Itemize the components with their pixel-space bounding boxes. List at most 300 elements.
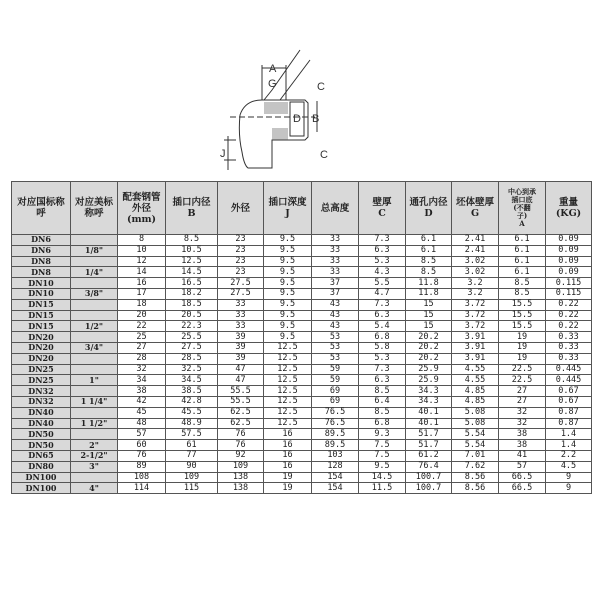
value-cell: 5.8 [359, 342, 406, 353]
value-cell: 32 [118, 364, 166, 375]
value-cell: 6.1 [406, 245, 452, 256]
value-cell: 22.5 [499, 364, 546, 375]
value-cell: 108 [118, 472, 166, 483]
column-header [499, 182, 546, 235]
value-cell: 16 [264, 461, 312, 472]
column-header [452, 182, 499, 235]
us-size-cell: 2-1/2" [71, 450, 118, 461]
value-cell: 0.67 [546, 386, 592, 397]
value-cell: 5.08 [452, 407, 499, 418]
value-cell: 16 [264, 450, 312, 461]
value-cell: 9.5 [264, 245, 312, 256]
value-cell: 15.5 [499, 321, 546, 332]
table-row [12, 310, 592, 321]
table-row [12, 396, 592, 407]
value-cell: 0.87 [546, 418, 592, 429]
table-row [12, 245, 592, 256]
us-size-cell: 1/8" [71, 245, 118, 256]
value-cell: 61.2 [406, 450, 452, 461]
value-cell: 27 [499, 396, 546, 407]
value-cell: 19 [499, 353, 546, 364]
gb-size-cell: DN15 [12, 310, 71, 321]
gb-size-cell: DN100 [12, 472, 71, 483]
value-cell: 4.85 [452, 386, 499, 397]
value-cell: 100.7 [406, 483, 452, 494]
value-cell: 90 [166, 461, 218, 472]
value-cell: 27 [118, 342, 166, 353]
column-header-text: 对应国标称 [17, 197, 65, 208]
value-cell: 12 [118, 256, 166, 267]
value-cell: 0.445 [546, 375, 592, 386]
value-cell: 0.09 [546, 245, 592, 256]
label-a: A [269, 63, 277, 75]
column-header [546, 182, 592, 235]
value-cell: 18 [118, 299, 166, 310]
value-cell: 77 [166, 450, 218, 461]
value-cell: 11.5 [359, 483, 406, 494]
value-cell: 0.87 [546, 407, 592, 418]
value-cell: 154 [312, 472, 359, 483]
column-header-text: 对应美标 [74, 197, 113, 208]
us-size-cell [71, 407, 118, 418]
value-cell: 3.91 [452, 332, 499, 343]
value-cell: 0.22 [546, 321, 592, 332]
value-cell: 27.5 [166, 342, 218, 353]
value-cell: 76 [118, 450, 166, 461]
value-cell: 51.7 [406, 440, 452, 451]
column-header-text: 重量 [558, 197, 578, 208]
value-cell: 66.5 [499, 472, 546, 483]
column-header-text: B [187, 208, 196, 219]
value-cell: 33 [312, 267, 359, 278]
column-header [218, 182, 264, 235]
label-c-bottom: C [320, 149, 328, 161]
value-cell: 38 [118, 386, 166, 397]
us-size-cell: 3/8" [71, 288, 118, 299]
value-cell: 3.91 [452, 342, 499, 353]
value-cell: 5.3 [359, 256, 406, 267]
value-cell: 103 [312, 450, 359, 461]
value-cell: 138 [218, 472, 264, 483]
value-cell: 109 [218, 461, 264, 472]
value-cell: 60 [118, 440, 166, 451]
value-cell: 0.445 [546, 364, 592, 375]
us-size-cell: 1 1/4" [71, 396, 118, 407]
value-cell: 3.2 [452, 278, 499, 289]
column-header-text: 壁厚 [372, 197, 392, 208]
gb-size-cell: DN6 [12, 235, 71, 246]
us-size-cell: 1" [71, 375, 118, 386]
value-cell: 8.5 [359, 386, 406, 397]
value-cell: 2.2 [546, 450, 592, 461]
value-cell: 32 [499, 407, 546, 418]
value-cell: 12.5 [264, 396, 312, 407]
value-cell: 16 [118, 278, 166, 289]
value-cell: 28.5 [166, 353, 218, 364]
us-size-cell [71, 472, 118, 483]
value-cell: 15 [406, 310, 452, 321]
value-cell: 32 [499, 418, 546, 429]
gb-size-cell: DN50 [12, 429, 71, 440]
value-cell: 40.1 [406, 407, 452, 418]
value-cell: 89 [118, 461, 166, 472]
value-cell: 20.2 [406, 342, 452, 353]
value-cell: 20 [118, 310, 166, 321]
value-cell: 25.9 [406, 364, 452, 375]
value-cell: 0.33 [546, 342, 592, 353]
value-cell: 114 [118, 483, 166, 494]
value-cell: 27.5 [218, 288, 264, 299]
table-row [12, 321, 592, 332]
gb-size-cell: DN40 [12, 407, 71, 418]
value-cell: 14.5 [166, 267, 218, 278]
value-cell: 2.41 [452, 235, 499, 246]
value-cell: 3.72 [452, 310, 499, 321]
gb-size-cell: DN10 [12, 278, 71, 289]
table-row [12, 235, 592, 246]
gb-size-cell: DN6 [12, 245, 71, 256]
gb-size-cell: DN20 [12, 342, 71, 353]
us-size-cell [71, 299, 118, 310]
value-cell: 19 [264, 472, 312, 483]
value-cell: 9.5 [264, 332, 312, 343]
value-cell: 6.4 [359, 396, 406, 407]
value-cell: 3.91 [452, 353, 499, 364]
value-cell: 47 [218, 364, 264, 375]
value-cell: 10 [118, 245, 166, 256]
value-cell: 6.1 [499, 256, 546, 267]
value-cell: 48.9 [166, 418, 218, 429]
column-header-text: 称呼 [84, 208, 104, 219]
value-cell: 32.5 [166, 364, 218, 375]
column-header-text: (不翻 [513, 203, 531, 212]
value-cell: 69 [312, 386, 359, 397]
value-cell: 0.115 [546, 278, 592, 289]
us-size-cell: 1/4" [71, 267, 118, 278]
column-header-text: 子) [516, 211, 528, 220]
value-cell: 16 [264, 440, 312, 451]
value-cell: 19 [499, 332, 546, 343]
value-cell: 61 [166, 440, 218, 451]
table-row [12, 256, 592, 267]
value-cell: 9.5 [264, 299, 312, 310]
value-cell: 11.8 [406, 278, 452, 289]
value-cell: 8.5 [166, 235, 218, 246]
value-cell: 15.5 [499, 299, 546, 310]
column-header-text: (KG) [555, 208, 582, 219]
us-size-cell [71, 235, 118, 246]
column-header-text: C [378, 208, 386, 219]
value-cell: 43 [312, 310, 359, 321]
value-cell: 53 [312, 342, 359, 353]
value-cell: 6.3 [359, 310, 406, 321]
us-size-cell: 3/4" [71, 342, 118, 353]
table-row [12, 267, 592, 278]
value-cell: 39 [218, 353, 264, 364]
value-cell: 0.115 [546, 288, 592, 299]
value-cell: 89.5 [312, 429, 359, 440]
value-cell: 43 [312, 299, 359, 310]
column-header-text: 通孔内径 [409, 197, 448, 208]
gb-size-cell: DN8 [12, 267, 71, 278]
gb-size-cell: DN15 [12, 299, 71, 310]
value-cell: 8.5 [406, 267, 452, 278]
table-row [12, 288, 592, 299]
value-cell: 27 [499, 386, 546, 397]
column-header-text: 插口深度 [268, 197, 307, 208]
value-cell: 33 [312, 245, 359, 256]
value-cell: 34 [118, 375, 166, 386]
value-cell: 6.8 [359, 418, 406, 429]
value-cell: 45.5 [166, 407, 218, 418]
value-cell: 8 [118, 235, 166, 246]
column-header [312, 182, 359, 235]
value-cell: 6.1 [499, 245, 546, 256]
dimension-table [11, 181, 592, 494]
value-cell: 5.54 [452, 429, 499, 440]
value-cell: 22 [118, 321, 166, 332]
us-size-cell: 3" [71, 461, 118, 472]
value-cell: 92 [218, 450, 264, 461]
value-cell: 16 [264, 429, 312, 440]
column-header-text: 呼 [36, 208, 46, 219]
value-cell: 3.02 [452, 267, 499, 278]
value-cell: 9 [546, 483, 592, 494]
us-size-cell [71, 332, 118, 343]
value-cell: 7.5 [359, 440, 406, 451]
value-cell: 15.5 [499, 310, 546, 321]
value-cell: 62.5 [218, 418, 264, 429]
value-cell: 42 [118, 396, 166, 407]
gb-size-cell: DN80 [12, 461, 71, 472]
value-cell: 8.5 [499, 278, 546, 289]
column-header-text: (mm) [126, 213, 157, 225]
table-row [12, 461, 592, 472]
gb-size-cell: DN8 [12, 256, 71, 267]
value-cell: 9.5 [264, 235, 312, 246]
value-cell: 7.3 [359, 299, 406, 310]
value-cell: 33 [312, 256, 359, 267]
value-cell: 33 [218, 299, 264, 310]
value-cell: 12.5 [264, 342, 312, 353]
gb-size-cell: DN10 [12, 288, 71, 299]
value-cell: 9.5 [264, 256, 312, 267]
us-size-cell [71, 386, 118, 397]
value-cell: 57 [118, 429, 166, 440]
value-cell: 25.5 [166, 332, 218, 343]
value-cell: 76.4 [406, 461, 452, 472]
value-cell: 8.56 [452, 483, 499, 494]
value-cell: 33 [218, 310, 264, 321]
value-cell: 9.5 [264, 278, 312, 289]
value-cell: 9.3 [359, 429, 406, 440]
value-cell: 38 [499, 429, 546, 440]
value-cell: 115 [166, 483, 218, 494]
gb-size-cell: DN40 [12, 418, 71, 429]
gb-size-cell: DN32 [12, 396, 71, 407]
value-cell: 38 [499, 440, 546, 451]
value-cell: 18.5 [166, 299, 218, 310]
value-cell: 12.5 [264, 375, 312, 386]
column-header-text: 总高度 [320, 202, 350, 214]
value-cell: 3.02 [452, 256, 499, 267]
table-header-row [12, 182, 592, 235]
value-cell: 7.3 [359, 235, 406, 246]
us-size-cell [71, 256, 118, 267]
column-header-text: 插口内径 [172, 197, 211, 208]
value-cell: 33 [312, 235, 359, 246]
value-cell: 9.5 [264, 267, 312, 278]
label-g: G [268, 78, 277, 90]
value-cell: 20.2 [406, 353, 452, 364]
gb-size-cell: DN25 [12, 364, 71, 375]
value-cell: 19 [264, 483, 312, 494]
value-cell: 76.5 [312, 407, 359, 418]
value-cell: 48 [118, 418, 166, 429]
column-header [118, 182, 166, 235]
value-cell: 4.7 [359, 288, 406, 299]
value-cell: 9.5 [264, 310, 312, 321]
value-cell: 9.5 [359, 461, 406, 472]
value-cell: 5.3 [359, 353, 406, 364]
value-cell: 59 [312, 364, 359, 375]
value-cell: 23 [218, 256, 264, 267]
column-header [71, 182, 118, 235]
value-cell: 5.08 [452, 418, 499, 429]
value-cell: 53 [312, 332, 359, 343]
us-size-cell: 4" [71, 483, 118, 494]
value-cell: 8.56 [452, 472, 499, 483]
value-cell: 0.22 [546, 310, 592, 321]
column-header [264, 182, 312, 235]
value-cell: 2.41 [452, 245, 499, 256]
value-cell: 34.3 [406, 396, 452, 407]
value-cell: 20.5 [166, 310, 218, 321]
value-cell: 4.5 [546, 461, 592, 472]
column-header-text: G [470, 208, 480, 219]
us-size-cell [71, 278, 118, 289]
label-c-top: C [317, 81, 325, 93]
gb-size-cell: DN20 [12, 332, 71, 343]
value-cell: 9 [546, 472, 592, 483]
value-cell: 0.09 [546, 267, 592, 278]
value-cell: 37 [312, 278, 359, 289]
value-cell: 154 [312, 483, 359, 494]
value-cell: 9.5 [264, 321, 312, 332]
value-cell: 15 [406, 321, 452, 332]
value-cell: 15 [406, 299, 452, 310]
value-cell: 0.09 [546, 256, 592, 267]
label-b: B [312, 113, 320, 125]
value-cell: 57.5 [166, 429, 218, 440]
value-cell: 39 [218, 342, 264, 353]
value-cell: 8.5 [359, 407, 406, 418]
value-cell: 25.9 [406, 375, 452, 386]
us-size-cell [71, 429, 118, 440]
column-header-text: 坯体壁厚 [455, 197, 494, 208]
value-cell: 8.5 [406, 256, 452, 267]
table-row [12, 332, 592, 343]
elbow-fitting-diagram [200, 40, 350, 175]
column-header [12, 182, 71, 235]
value-cell: 12.5 [264, 386, 312, 397]
value-cell: 22.5 [499, 375, 546, 386]
value-cell: 8.5 [499, 288, 546, 299]
column-header [359, 182, 406, 235]
us-size-cell [71, 310, 118, 321]
value-cell: 23 [218, 235, 264, 246]
table-row [12, 353, 592, 364]
value-cell: 14 [118, 267, 166, 278]
value-cell: 6.1 [499, 267, 546, 278]
value-cell: 128 [312, 461, 359, 472]
value-cell: 20.2 [406, 332, 452, 343]
table-row [12, 278, 592, 289]
value-cell: 7.01 [452, 450, 499, 461]
us-size-cell: 1/2" [71, 321, 118, 332]
value-cell: 51.7 [406, 429, 452, 440]
value-cell: 9.5 [264, 288, 312, 299]
column-header-text: A [519, 219, 525, 228]
value-cell: 76 [218, 429, 264, 440]
column-header-text: D [424, 208, 433, 219]
value-cell: 0.33 [546, 332, 592, 343]
value-cell: 89.5 [312, 440, 359, 451]
value-cell: 57 [499, 461, 546, 472]
value-cell: 138 [218, 483, 264, 494]
value-cell: 100.7 [406, 472, 452, 483]
value-cell: 6.1 [499, 235, 546, 246]
gb-size-cell: DN25 [12, 375, 71, 386]
us-size-cell: 1 1/2" [71, 418, 118, 429]
value-cell: 59 [312, 375, 359, 386]
value-cell: 62.5 [218, 407, 264, 418]
table-row [12, 299, 592, 310]
value-cell: 1.4 [546, 440, 592, 451]
value-cell: 109 [166, 472, 218, 483]
value-cell: 3.72 [452, 299, 499, 310]
value-cell: 5.5 [359, 278, 406, 289]
value-cell: 76 [218, 440, 264, 451]
value-cell: 6.3 [359, 245, 406, 256]
value-cell: 23 [218, 245, 264, 256]
us-size-cell [71, 364, 118, 375]
label-d: D [293, 113, 301, 125]
value-cell: 6.3 [359, 375, 406, 386]
value-cell: 43 [312, 321, 359, 332]
value-cell: 12.5 [264, 353, 312, 364]
gb-size-cell: DN65 [12, 450, 71, 461]
column-header [406, 182, 452, 235]
value-cell: 19 [499, 342, 546, 353]
table-row [12, 386, 592, 397]
value-cell: 7.62 [452, 461, 499, 472]
value-cell: 0.09 [546, 235, 592, 246]
value-cell: 37 [312, 288, 359, 299]
value-cell: 39 [218, 332, 264, 343]
value-cell: 4.55 [452, 375, 499, 386]
value-cell: 66.5 [499, 483, 546, 494]
value-cell: 4.55 [452, 364, 499, 375]
value-cell: 38.5 [166, 386, 218, 397]
value-cell: 3.2 [452, 288, 499, 299]
gb-size-cell: DN32 [12, 386, 71, 397]
column-header-text: J [285, 208, 290, 219]
value-cell: 33 [218, 321, 264, 332]
table-row [12, 440, 592, 451]
value-cell: 1.4 [546, 429, 592, 440]
value-cell: 42.8 [166, 396, 218, 407]
